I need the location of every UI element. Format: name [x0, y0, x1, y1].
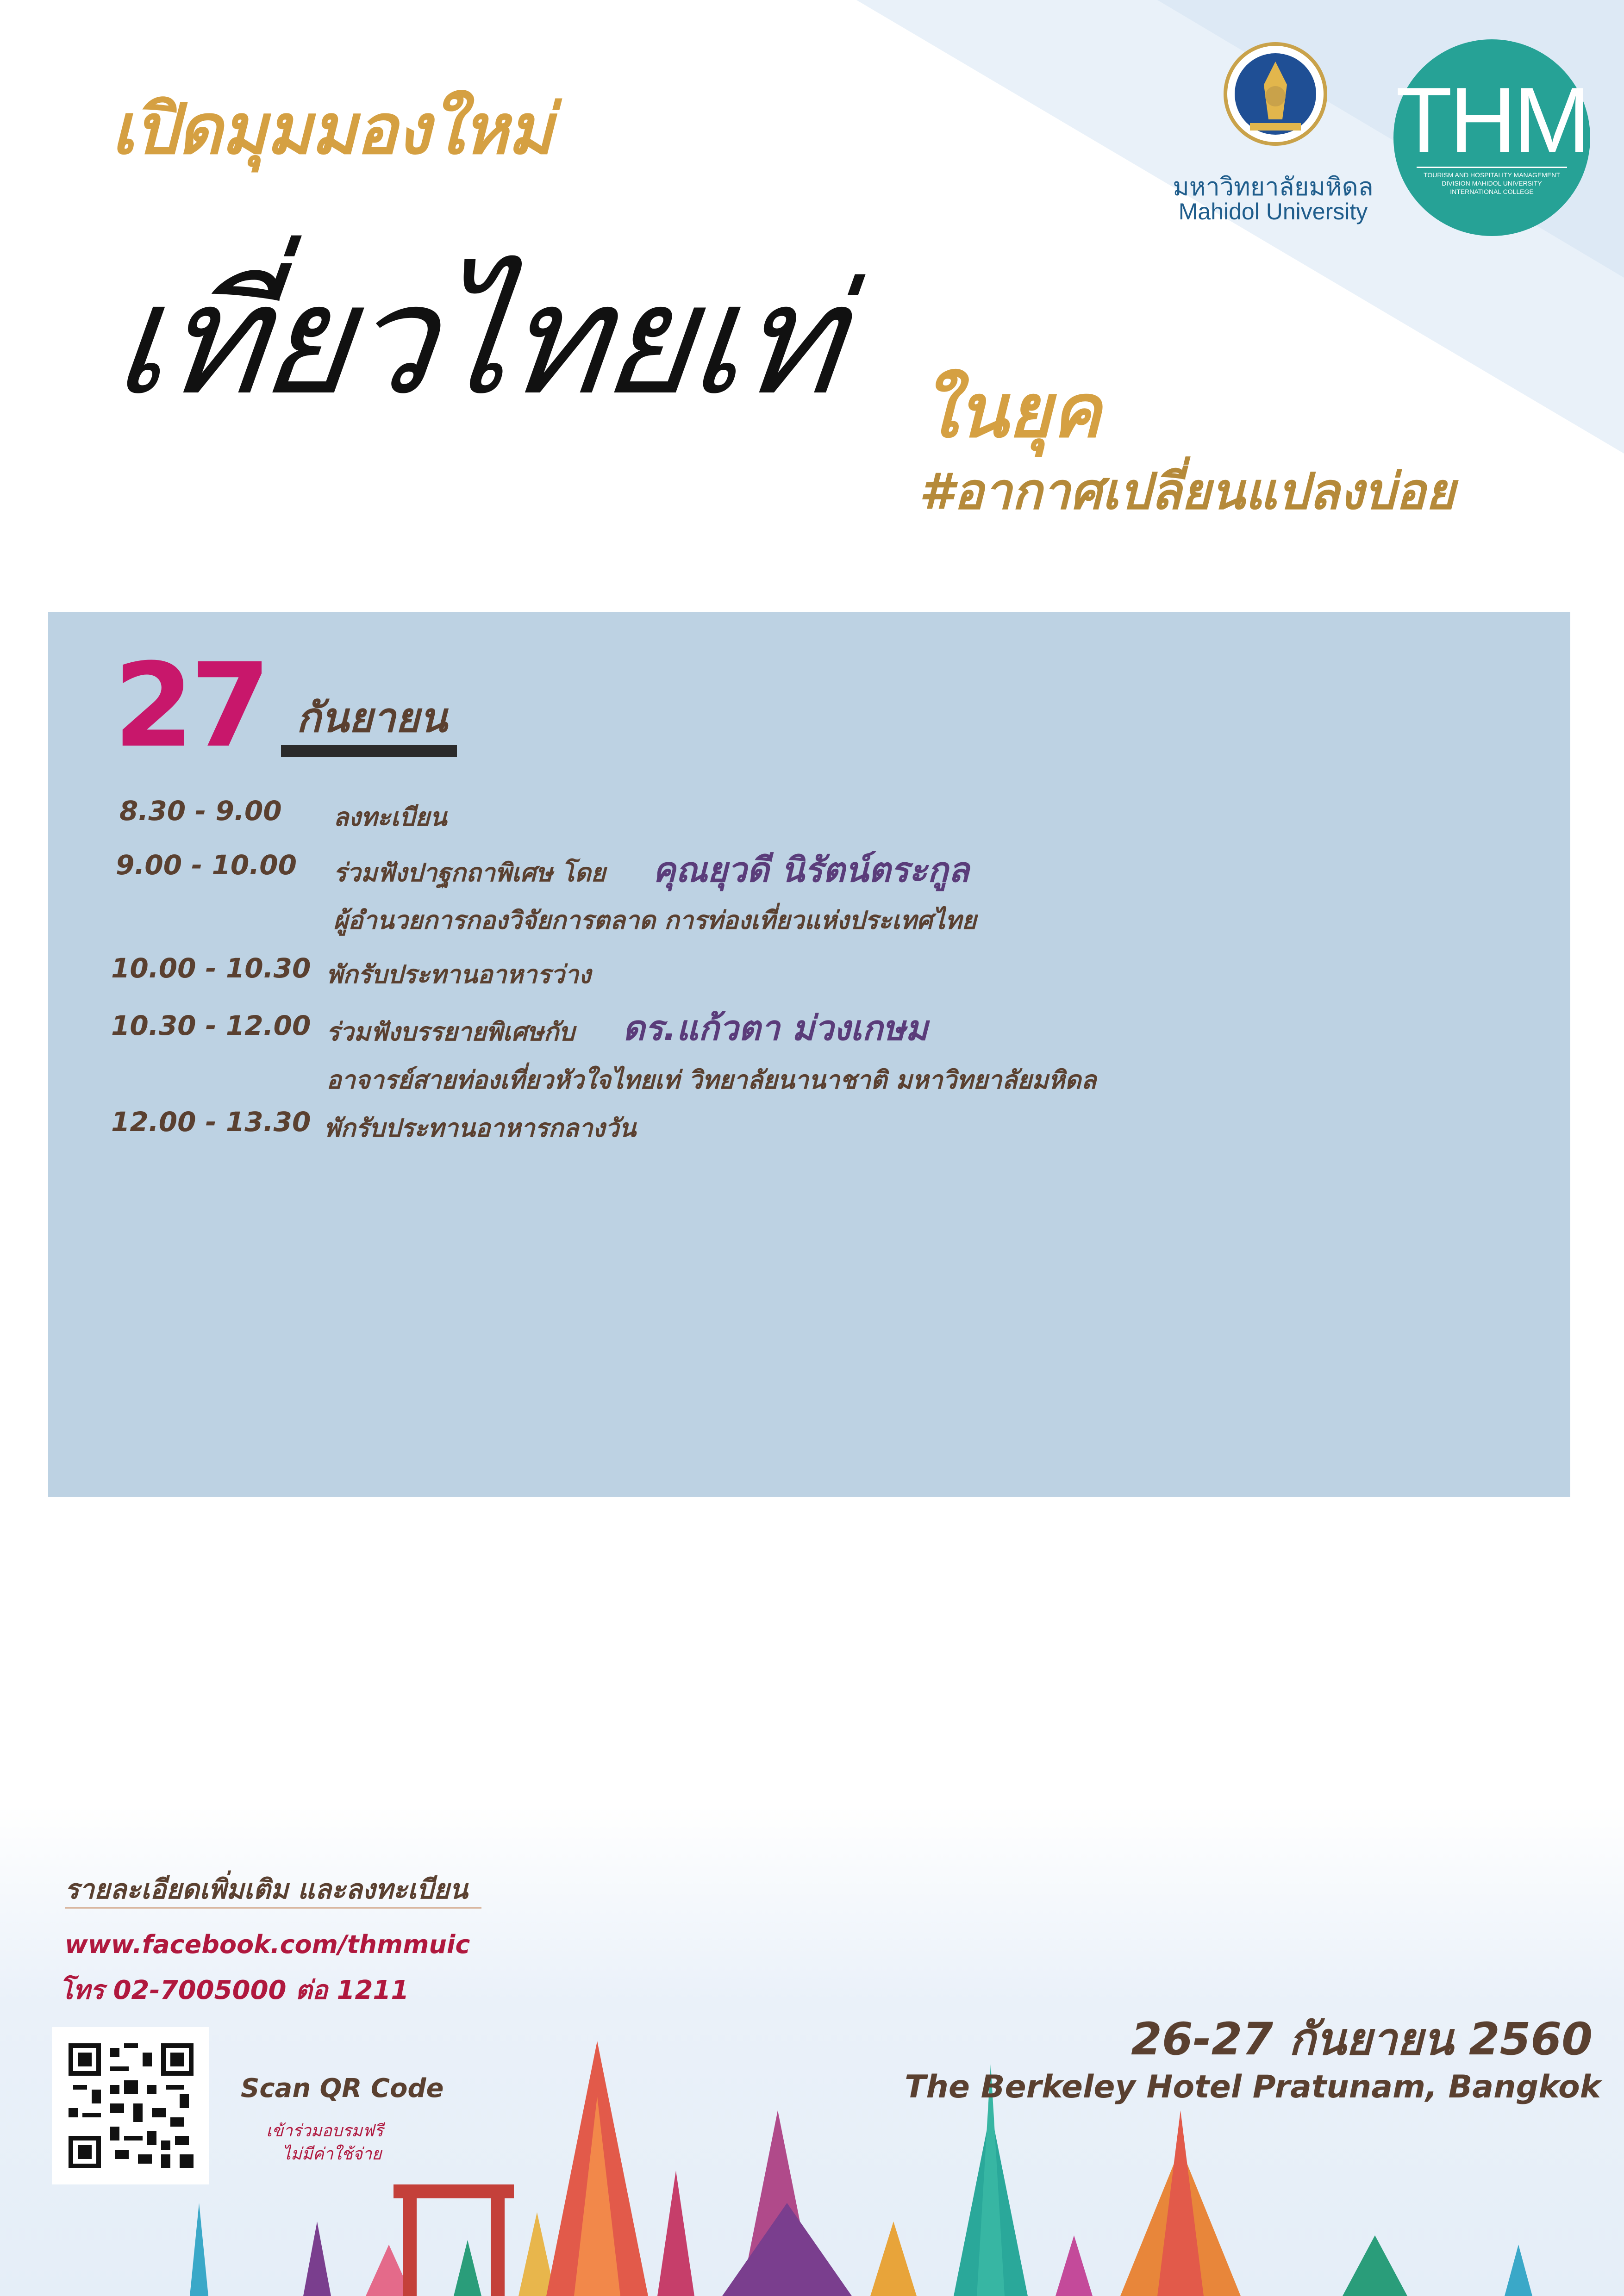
thm-logo-mark: THM [1395, 68, 1588, 172]
schedule-time-4: 10.30 - 12.00 [111, 1010, 311, 1041]
event-venue: The Berkeley Hotel Pratunam, Bangkok [905, 2069, 1601, 2105]
schedule-speaker-title-2: ผู้อำนวยการกองวิจัยการตลาด การท่องเที่ยวแห่งประเทศไทย [333, 906, 976, 935]
schedule-month-underline [281, 745, 457, 757]
schedule-time-2: 9.00 - 10.00 [116, 849, 297, 881]
schedule-time-3: 10.00 - 10.30 [111, 952, 311, 984]
schedule-activity-4: ร่วมฟังบรรยายพิเศษกับ [326, 1017, 575, 1046]
headline-era: ในยุค [921, 367, 1101, 454]
qr-note-free: เข้าร่วมอบรมฟรี [266, 2122, 383, 2140]
mahidol-name-thai: มหาวิทยาลัยมหิดล [1173, 173, 1374, 201]
headline-hashtag: #อากาศเปลี่ยนแปลงบ่อย [919, 463, 1455, 521]
headline-intro: เปิดมุมมองใหม่ [111, 89, 552, 170]
schedule-activity-5: พักรับประทานอาหารกลางวัน [324, 1114, 637, 1143]
qr-scan-label: Scan QR Code [241, 2073, 444, 2103]
thm-logo-subtitle: TOURISM AND HOSPITALITY MANAGEMENT DIVISION MAHIDOL UNIVERSITY INTERNATIONAL COLLEGE [1417, 167, 1567, 196]
schedule-time-5: 12.00 - 13.30 [111, 1106, 311, 1138]
schedule-speaker-4: ดร.แก้วตา ม่วงเกษม [623, 1008, 928, 1048]
schedule-time-1: 8.30 - 9.00 [119, 795, 282, 827]
schedule-activity-2: ร่วมฟังปาฐกถาพิเศษ โดย [333, 858, 606, 887]
footer-info-title: รายละเอียดเพิ่มเติม และลงทะเบียน [65, 1873, 468, 1905]
schedule-day: 27 [113, 638, 267, 773]
mahidol-name-english: Mahidol University [1178, 199, 1368, 224]
footer-website-link[interactable]: www.facebook.com/thmmuic [65, 1930, 470, 1959]
schedule-speaker-2: คุณยุวดี นิรัตน์ตระกูล [653, 850, 969, 890]
schedule-speaker-title-4: อาจารย์สายท่องเที่ยวหัวใจไทยเท่ วิทยาลัยนานาชาติ มหาวิทยาลัยมหิดล [326, 1065, 1097, 1095]
qr-note-no-cost: ไม่มีค่าใช้จ่าย [282, 2145, 382, 2164]
footer-info-underline [65, 1907, 481, 1909]
qr-code-icon[interactable] [69, 2043, 194, 2168]
footer-phone: โทร 02-7005000 ต่อ 1211 [59, 1975, 409, 2005]
event-date: 26-27 กันยายน 2560 [1131, 2013, 1593, 2065]
mahidol-seal-logo [1222, 41, 1329, 156]
schedule-month: กันยายน [296, 694, 448, 741]
headline-main: เที่ยวไทยเท่ [106, 251, 849, 429]
schedule-activity-3: พักรับประทานอาหารว่าง [326, 960, 591, 989]
schedule-activity-1: ลงทะเบียน [333, 803, 447, 832]
